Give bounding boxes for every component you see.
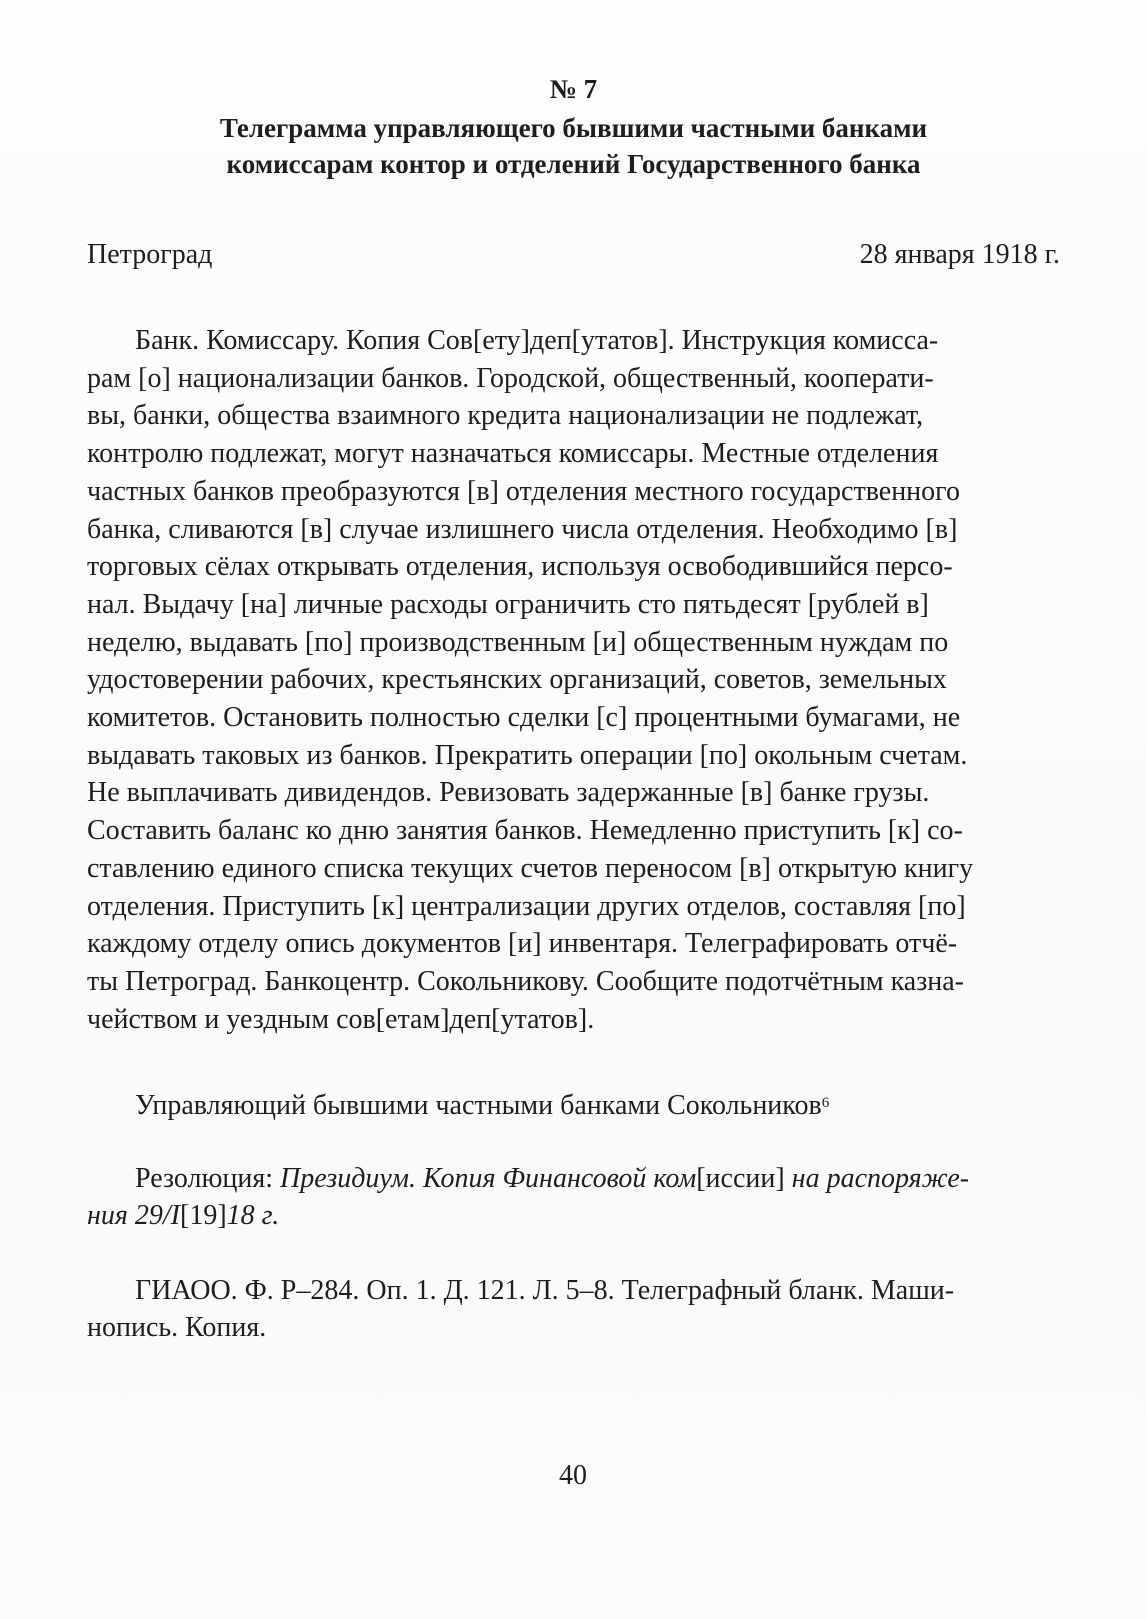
resolution-line-1 — [87, 1160, 1060, 1197]
resolution-italic-3: ния 29/I — [87, 1200, 181, 1232]
title-line-2: комиссарам контор и отделений Государственного банка — [226, 149, 921, 179]
body-line: чейством и уездным сов[етам]деп[утатов]. — [87, 1003, 595, 1035]
document-title — [87, 110, 1060, 182]
resolution-italic-4: 18 г. — [226, 1200, 280, 1232]
resolution-italic-2: на распоряже- — [784, 1163, 970, 1195]
place: Петроград — [87, 239, 213, 270]
resolution-bracket-1: [иссии] — [696, 1163, 785, 1195]
resolution-line-2 — [87, 1197, 1060, 1234]
date: 28 января 1918 г. — [859, 239, 1060, 270]
body-line: Банк. Комиссару. Копия Сов[ету]деп[утатов]. Инструкция комисса- — [135, 325, 939, 356]
body-line: рам [о] национализации банков. Городской, общественный, кооперати- — [87, 362, 934, 394]
footnote-marker: 6 — [821, 1095, 830, 1112]
body-line: нал. Выдачу [на] личные расходы ограничить сто пятьдесят [рублей в] — [87, 588, 929, 620]
body-line: ты Петроград. Банкоцентр. Сокольникову. Сообщите подотчётным казна- — [87, 965, 965, 997]
page-number: 40 — [559, 1460, 587, 1491]
archive-line-1: ГИАОО. Ф. Р–284. Оп. 1. Д. 121. Л. 5–8. Телеграфный бланк. Маши- — [135, 1275, 955, 1307]
body-line: ставлению единого списка текущих счетов переносом [в] открытую книгу — [87, 852, 974, 884]
resolution-bracket-2: [19] — [180, 1200, 227, 1232]
body-line: неделю, выдавать [по] производственным [и] общественным нуждам по — [87, 626, 949, 658]
resolution-italic-1: Президиум. Копия Финансовой ком — [280, 1163, 697, 1195]
resolution-label: Резолюция: — [135, 1163, 281, 1195]
resolution — [87, 1160, 1060, 1234]
body-line: Не выплачивать дивидендов. Ревизовать задержанные [в] банке грузы. — [87, 777, 930, 809]
body-line: удостоверении рабочих, крестьянских организаций, советов, земельных — [87, 664, 947, 696]
signature — [87, 1088, 1060, 1124]
body-line: выдавать таковых из банков. Прекратить операции [по] окольным счетам. — [87, 739, 968, 771]
place-date-row — [87, 238, 1060, 272]
body-line: частных банков преобразуются [в] отделения местного государственного — [87, 475, 960, 507]
body-line: каждому отделу опись документов [и] инвентаря. Телеграфировать отчё- — [87, 928, 958, 960]
body-line: Составить баланс ко дню занятия банков. Немедленно приступить [к] со- — [87, 815, 963, 847]
body-line: контролю подлежат, могут назначаться комиссары. Местные отделения — [87, 438, 939, 470]
body-line: вы, банки, общества взаимного кредита национализации не подлежат, — [87, 400, 924, 432]
body-line: отделения. Приступить [к] централизации других отделов, составляя [по] — [87, 890, 966, 922]
body-line: торговых сёлах открывать отделения, используя освободившийся персо- — [87, 551, 953, 583]
body-line: банка, сливаются [в] случае излишнего числа отделения. Необходимо [в] — [87, 513, 958, 545]
body-line: комитетов. Остановить полностью сделки [с] процентными бумагами, не — [87, 702, 961, 734]
telegram-body — [87, 322, 1060, 1038]
document-content — [87, 72, 1060, 1346]
archive-line-2: нопись. Копия. — [87, 1312, 267, 1344]
signature-text: Управляющий бывшими частными банками Сокольников — [135, 1090, 822, 1122]
document-number: № 7 — [549, 74, 598, 104]
archive-reference — [87, 1272, 1060, 1346]
title-line-1: Телеграмма управляющего бывшими частными банками — [219, 113, 928, 143]
